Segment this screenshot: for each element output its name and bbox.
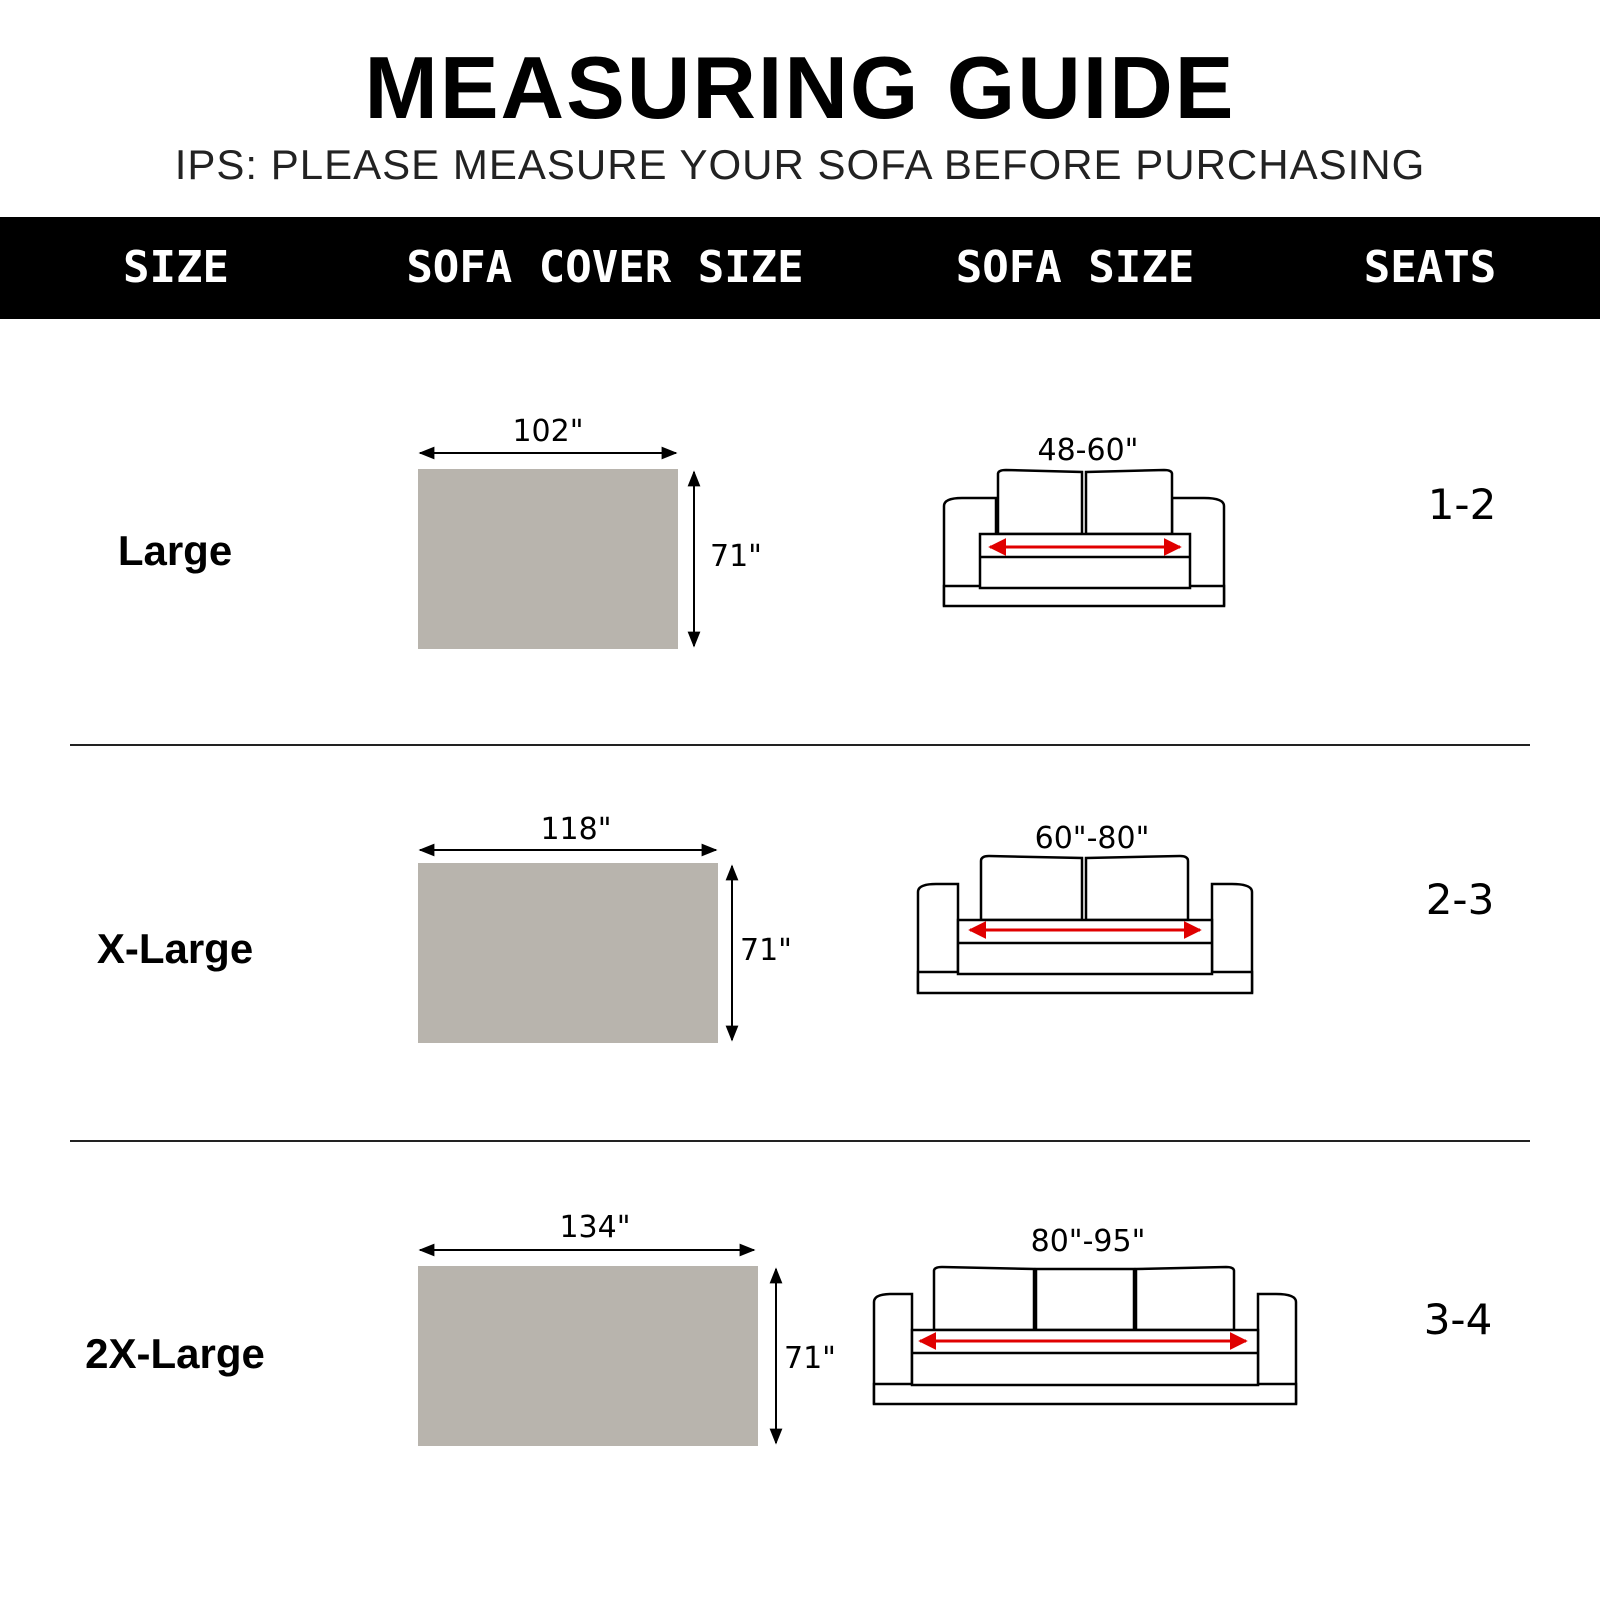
header-size: SIZE bbox=[123, 242, 229, 293]
cover-height-label: 71" bbox=[740, 933, 792, 968]
row-large-size: Large bbox=[117, 527, 233, 574]
page-subtitle: IPS: PLEASE MEASURE YOUR SOFA BEFORE PURCHASING bbox=[174, 141, 1426, 188]
sofa-diagram-xlarge bbox=[918, 821, 1252, 993]
cover-swatch bbox=[418, 1266, 758, 1446]
page-title: MEASURING GUIDE bbox=[364, 38, 1236, 137]
header-sofa-size: SOFA SIZE bbox=[955, 242, 1195, 293]
sofa-range-label: 80"-95" bbox=[1030, 1224, 1146, 1259]
row-xlarge-seats: 2-3 bbox=[1425, 875, 1495, 924]
header-cover-size: SOFA COVER SIZE bbox=[406, 242, 804, 293]
cover-diagram-2xlarge bbox=[418, 1210, 836, 1446]
cover-width-label: 102" bbox=[512, 414, 584, 449]
row-2xlarge-size: 2X-Large bbox=[85, 1330, 265, 1377]
cover-height-label: 71" bbox=[784, 1341, 836, 1376]
header-seats: SEATS bbox=[1363, 242, 1497, 293]
sofa-range-label: 60"-80" bbox=[1034, 821, 1150, 856]
row-xlarge-size: X-Large bbox=[96, 925, 254, 972]
row-large-seats: 1-2 bbox=[1427, 480, 1497, 529]
cover-width-label: 118" bbox=[540, 812, 612, 847]
cover-swatch bbox=[418, 863, 718, 1043]
row-2xlarge-seats: 3-4 bbox=[1423, 1295, 1493, 1344]
cover-swatch bbox=[418, 469, 678, 649]
cover-diagram-xlarge bbox=[418, 812, 792, 1043]
cover-height-label: 71" bbox=[710, 539, 762, 574]
sofa-range-label: 48-60" bbox=[1037, 433, 1139, 468]
sofa-outline bbox=[874, 1267, 1296, 1404]
sofa-outline bbox=[944, 470, 1224, 606]
sofa-outline bbox=[918, 856, 1252, 993]
cover-diagram-large bbox=[418, 414, 762, 649]
sofa-diagram-large bbox=[944, 433, 1224, 606]
cover-width-label: 134" bbox=[559, 1210, 631, 1245]
sofa-diagram-2xlarge bbox=[874, 1224, 1296, 1404]
